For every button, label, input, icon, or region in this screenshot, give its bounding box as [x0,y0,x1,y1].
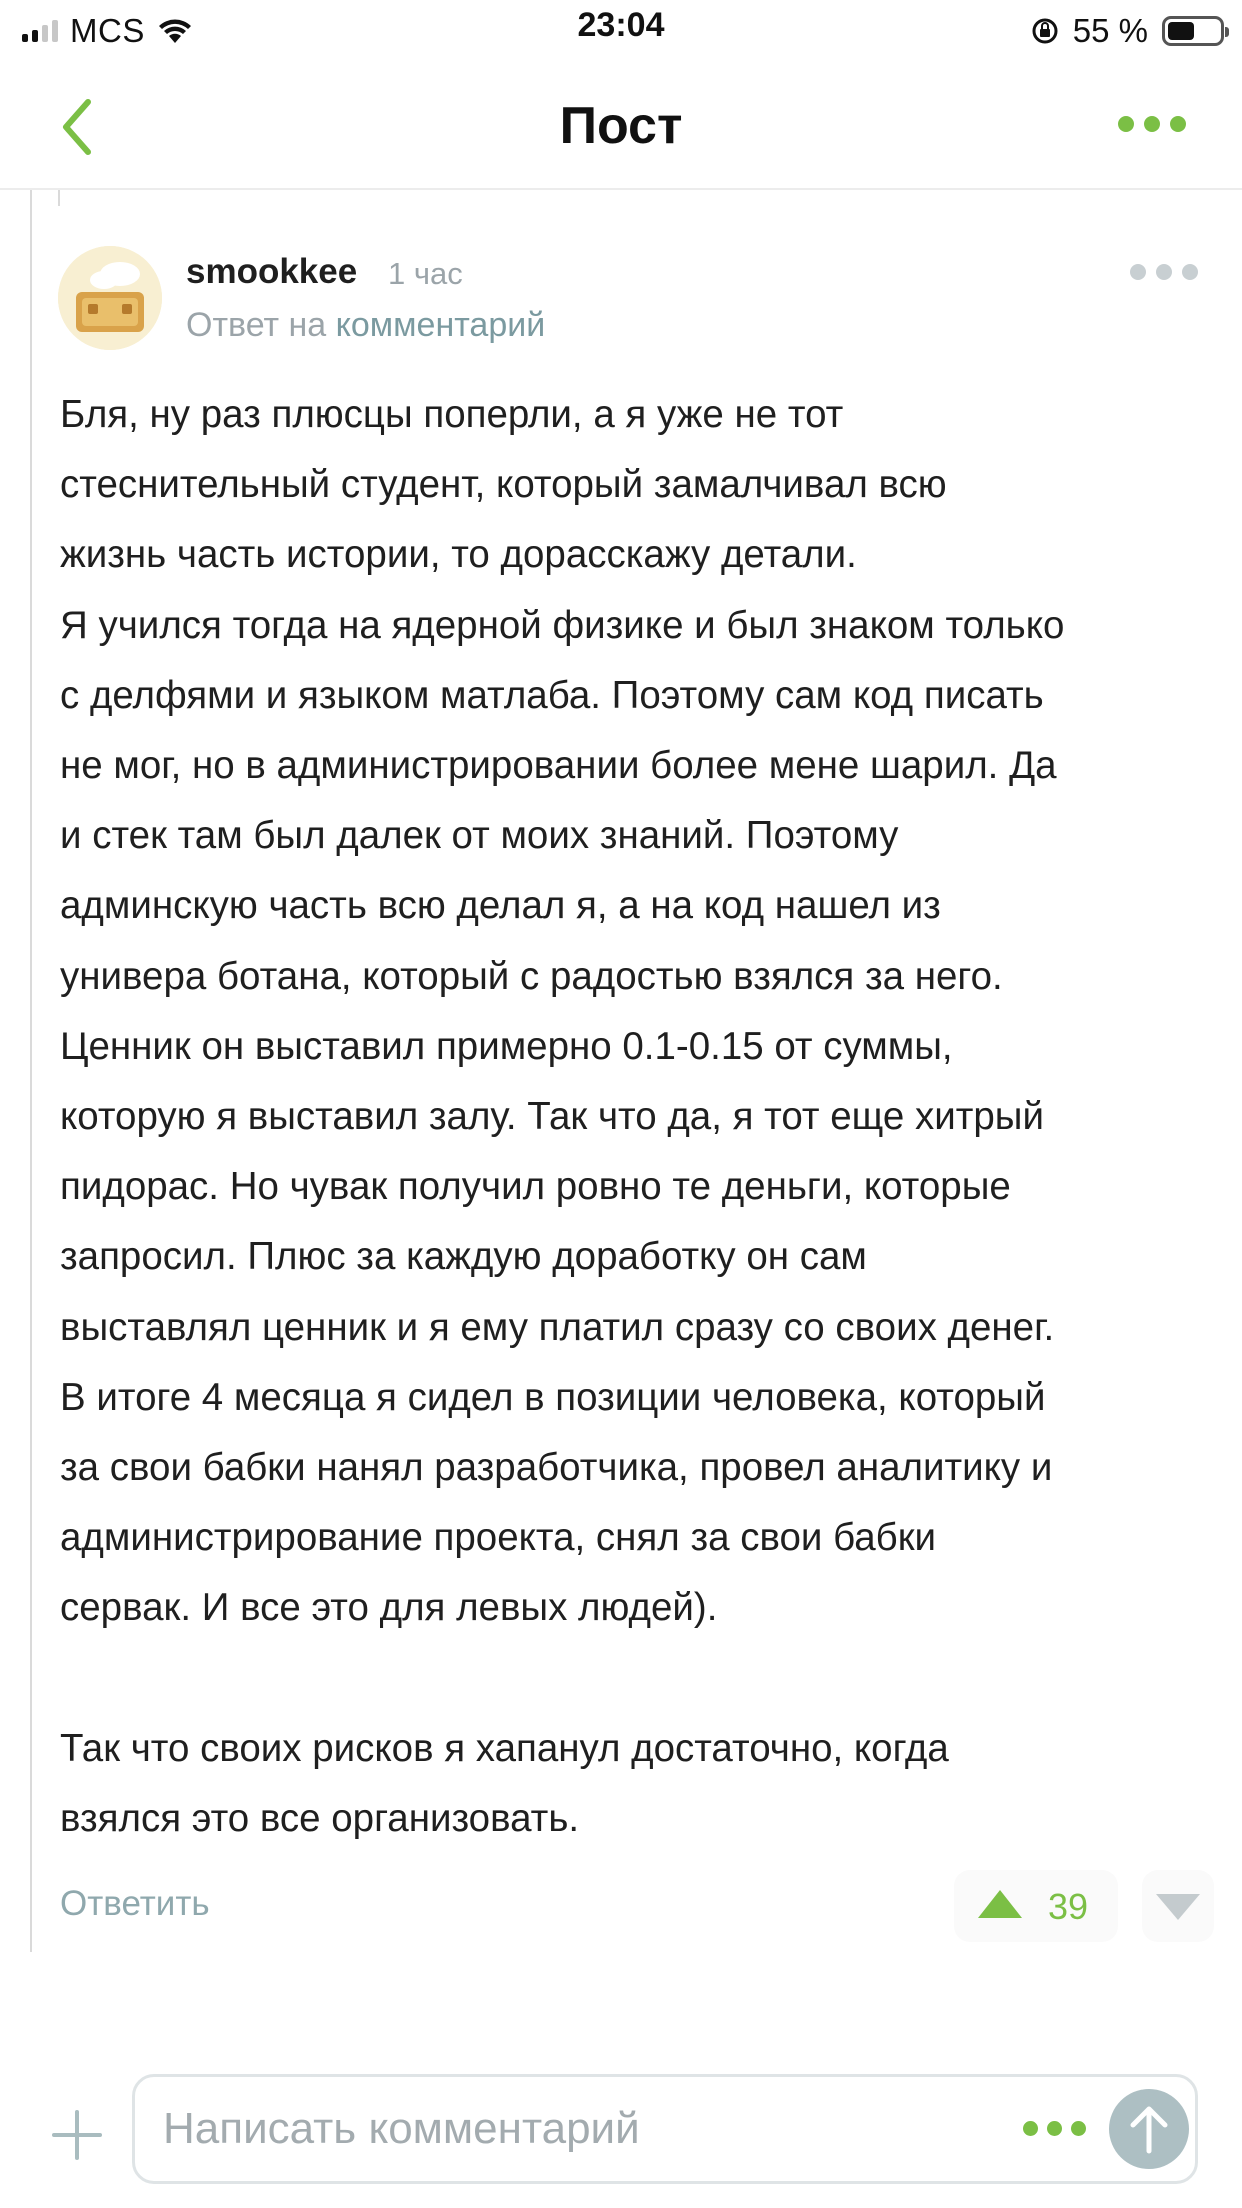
avatar-image-icon [58,246,162,350]
dot-icon [1118,116,1134,132]
dot-icon [1130,264,1146,280]
dot-icon [1144,116,1160,132]
comment-composer [132,2074,1198,2184]
dot-icon [1182,264,1198,280]
reply-prefix: Ответ на [186,306,327,344]
upvote-arrow-icon[interactable] [978,1890,1022,1918]
clock: 23:04 [577,6,665,44]
dot-icon [1156,264,1172,280]
comment-more-button[interactable] [1130,264,1198,280]
add-attachment-button[interactable] [52,2110,102,2160]
nav-bar [0,64,1242,190]
downvote-arrow-icon [1156,1894,1200,1920]
vote-control [954,1870,1118,1942]
battery-icon [1162,16,1224,46]
comment-score: 39 [1048,1886,1089,1927]
dot-icon [1071,2121,1086,2136]
comment-input[interactable] [163,2077,983,2181]
parent-comment-link[interactable]: комментарий [335,306,546,344]
comment-text: Бля, ну раз плюсцы поперли, а я уже не тот стеснительный студент, который замалчивал всю жизнь часть истории, то дорасскажу детали. Я учился тогда на ядерной физике и был знаком только с делфями и языком матлаба. Поэтому сам код писать не мог, но в администрировании более мене шарил. Да и стек там был далек от моих знаний. Поэтому админскую часть всю делал я, а на код нашел из универа ботана, который с радостью взялся за него. Ценник он выставил примерно 0.1-0.15 от суммы, которую я выставил залу. Так что да, я тот еще хитрый пидорас. Но чувак получил ровно те деньги, которые запросил. Плюс за каждую доработку он сам выставлял ценник и я ему платил сразу со своих денег. В итоге 4 месяца я сидел в позиции человека, который за свои бабки нанял разработчика, провел аналитику и администрирование проекта, снял за свои бабки сервак. И все это для левых людей). Так что своих рисков я хапанул достаточно, когда взялся это все организовать. [60,393,1065,1841]
thread-line-branch [58,190,60,206]
comment-timestamp: 1 час [388,256,463,291]
composer-options-button[interactable] [1023,2121,1086,2136]
battery-percentage: 55 % [1072,12,1148,49]
dot-icon [1023,2121,1038,2136]
more-options-button[interactable] [1118,116,1186,132]
orientation-lock-icon [1031,17,1059,45]
downvote-button[interactable] [1142,1870,1214,1942]
reply-button[interactable]: Ответить [60,1884,210,1923]
dot-icon [1170,116,1186,132]
thread-line [30,190,32,1952]
arrow-up-icon [1109,2089,1189,2169]
send-button[interactable] [1109,2089,1189,2169]
carrier-name: MCS [70,12,145,49]
comment-author[interactable]: smookkee [186,252,358,291]
dot-icon [1047,2121,1062,2136]
avatar[interactable] [58,246,162,350]
reply-context [186,306,545,345]
status-bar [0,0,1242,64]
page-title: Пост [559,97,683,155]
